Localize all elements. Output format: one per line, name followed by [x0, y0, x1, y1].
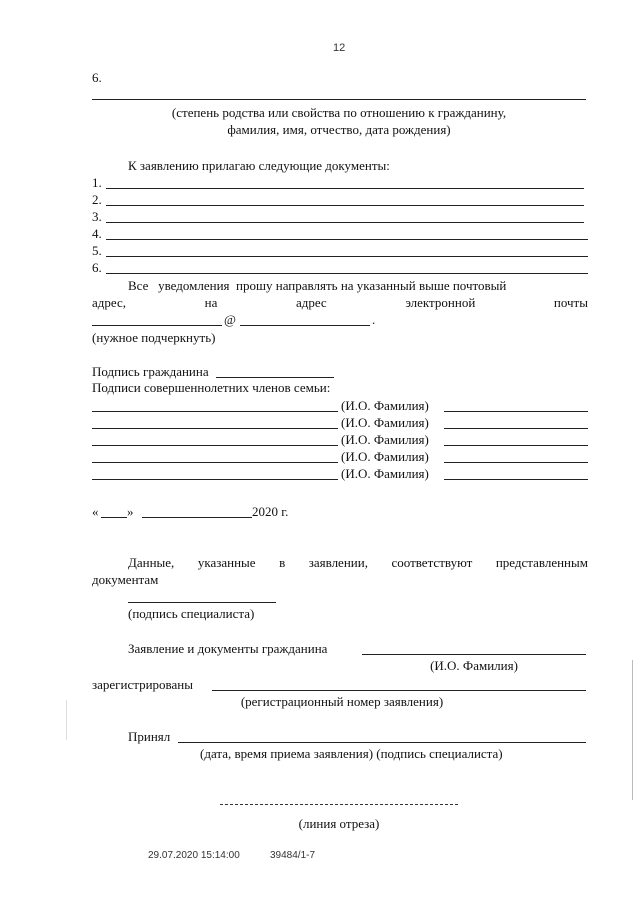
document-item-line	[106, 205, 584, 206]
document-item-number: 5.	[92, 243, 102, 258]
document-item-number: 2.	[92, 192, 102, 207]
scan-edge-mark	[632, 660, 633, 800]
family-name-caption: (И.О. Фамилия)	[341, 466, 429, 481]
accepted-caption: (дата, время приема заявления) (подпись специалиста)	[200, 746, 503, 761]
relative-item-number: 6.	[92, 70, 102, 85]
underline-note: (нужное подчеркнуть)	[92, 330, 216, 345]
verification-word: представленным	[495, 555, 588, 570]
family-name-caption: (И.О. Фамилия)	[341, 415, 429, 430]
family-name-caption: (И.О. Фамилия)	[341, 398, 429, 413]
citizen-name-line	[362, 654, 586, 655]
document-item-line	[106, 188, 584, 189]
family-signature-line	[92, 428, 338, 429]
email-local-line	[92, 325, 222, 326]
accepted-line	[178, 742, 586, 743]
documents-received-label: Заявление и документы гражданина	[128, 641, 328, 656]
verification-word: в	[279, 555, 286, 570]
footer-timestamp: 29.07.2020 15:14:00	[148, 850, 240, 861]
family-signature-line	[92, 462, 338, 463]
citizen-signature-label: Подпись гражданина	[92, 364, 209, 379]
email-at-sign: @	[224, 312, 236, 327]
family-name-line	[444, 479, 588, 480]
notifications-word: на	[204, 295, 218, 310]
cut-line	[220, 804, 458, 805]
family-signatures-label: Подписи совершеннолетних членов семьи:	[92, 380, 331, 395]
registered-label: зарегистрированы	[92, 677, 193, 692]
page-number: 12	[333, 42, 346, 54]
document-item-number: 3.	[92, 209, 102, 224]
family-name-caption: (И.О. Фамилия)	[341, 432, 429, 447]
date-month-line	[142, 517, 252, 518]
family-name-line	[444, 411, 588, 412]
verification-word: Данные,	[128, 555, 175, 570]
family-signature-line	[92, 445, 338, 446]
footer-doc-id: 39484/1-7	[270, 850, 316, 861]
family-signature-line	[92, 479, 338, 480]
scan-edge-mark	[66, 700, 67, 740]
document-item-line	[106, 273, 588, 274]
specialist-signature-line	[128, 602, 276, 603]
citizen-name-caption: (И.О. Фамилия)	[430, 658, 518, 673]
notifications-word: адрес,	[92, 295, 126, 310]
notifications-line2	[92, 295, 588, 311]
date-close-quote: »	[127, 504, 134, 519]
citizen-signature-line	[216, 377, 334, 378]
accepted-label: Принял	[128, 729, 171, 744]
cut-line-caption: (линия отреза)	[298, 816, 380, 831]
family-name-line	[444, 462, 588, 463]
date-year: 2020 г.	[252, 504, 289, 519]
notifications-word: адрес	[295, 295, 327, 310]
family-name-line	[444, 445, 588, 446]
verification-word: соответствуют	[391, 555, 473, 570]
family-name-caption: (И.О. Фамилия)	[341, 449, 429, 464]
notifications-word: электронной	[405, 295, 476, 310]
relative-caption-line1: (степень родства или свойства по отношению к гражданину,	[171, 105, 507, 120]
document-item-line	[106, 239, 588, 240]
email-period: .	[372, 312, 376, 327]
notifications-line1: Все уведомления прошу направлять на указанный выше почтовый	[128, 278, 507, 293]
family-signature-line	[92, 411, 338, 412]
document-item-line	[106, 222, 584, 223]
document-item-number: 4.	[92, 226, 102, 241]
relative-caption-line2: фамилия, имя, отчество, дата рождения)	[227, 122, 451, 137]
document-item-number: 6.	[92, 260, 102, 275]
registration-number-caption: (регистрационный номер заявления)	[240, 694, 444, 709]
family-name-line	[444, 428, 588, 429]
date-open-quote: «	[92, 504, 99, 519]
document-item-number: 1.	[92, 175, 102, 190]
registration-number-line	[212, 690, 586, 691]
document-item-line	[106, 256, 588, 257]
documents-intro: К заявлению прилагаю следующие документы:	[128, 158, 390, 173]
email-domain-line	[240, 325, 370, 326]
notifications-word: почты	[553, 295, 588, 310]
verification-word: указанные	[197, 555, 256, 570]
date-day-line	[101, 517, 127, 518]
verification-line1	[128, 555, 588, 571]
relative-item-line	[92, 99, 586, 100]
verification-line2: документам	[92, 572, 159, 587]
verification-word: заявлении,	[308, 555, 368, 570]
specialist-signature-caption: (подпись специалиста)	[128, 606, 255, 621]
